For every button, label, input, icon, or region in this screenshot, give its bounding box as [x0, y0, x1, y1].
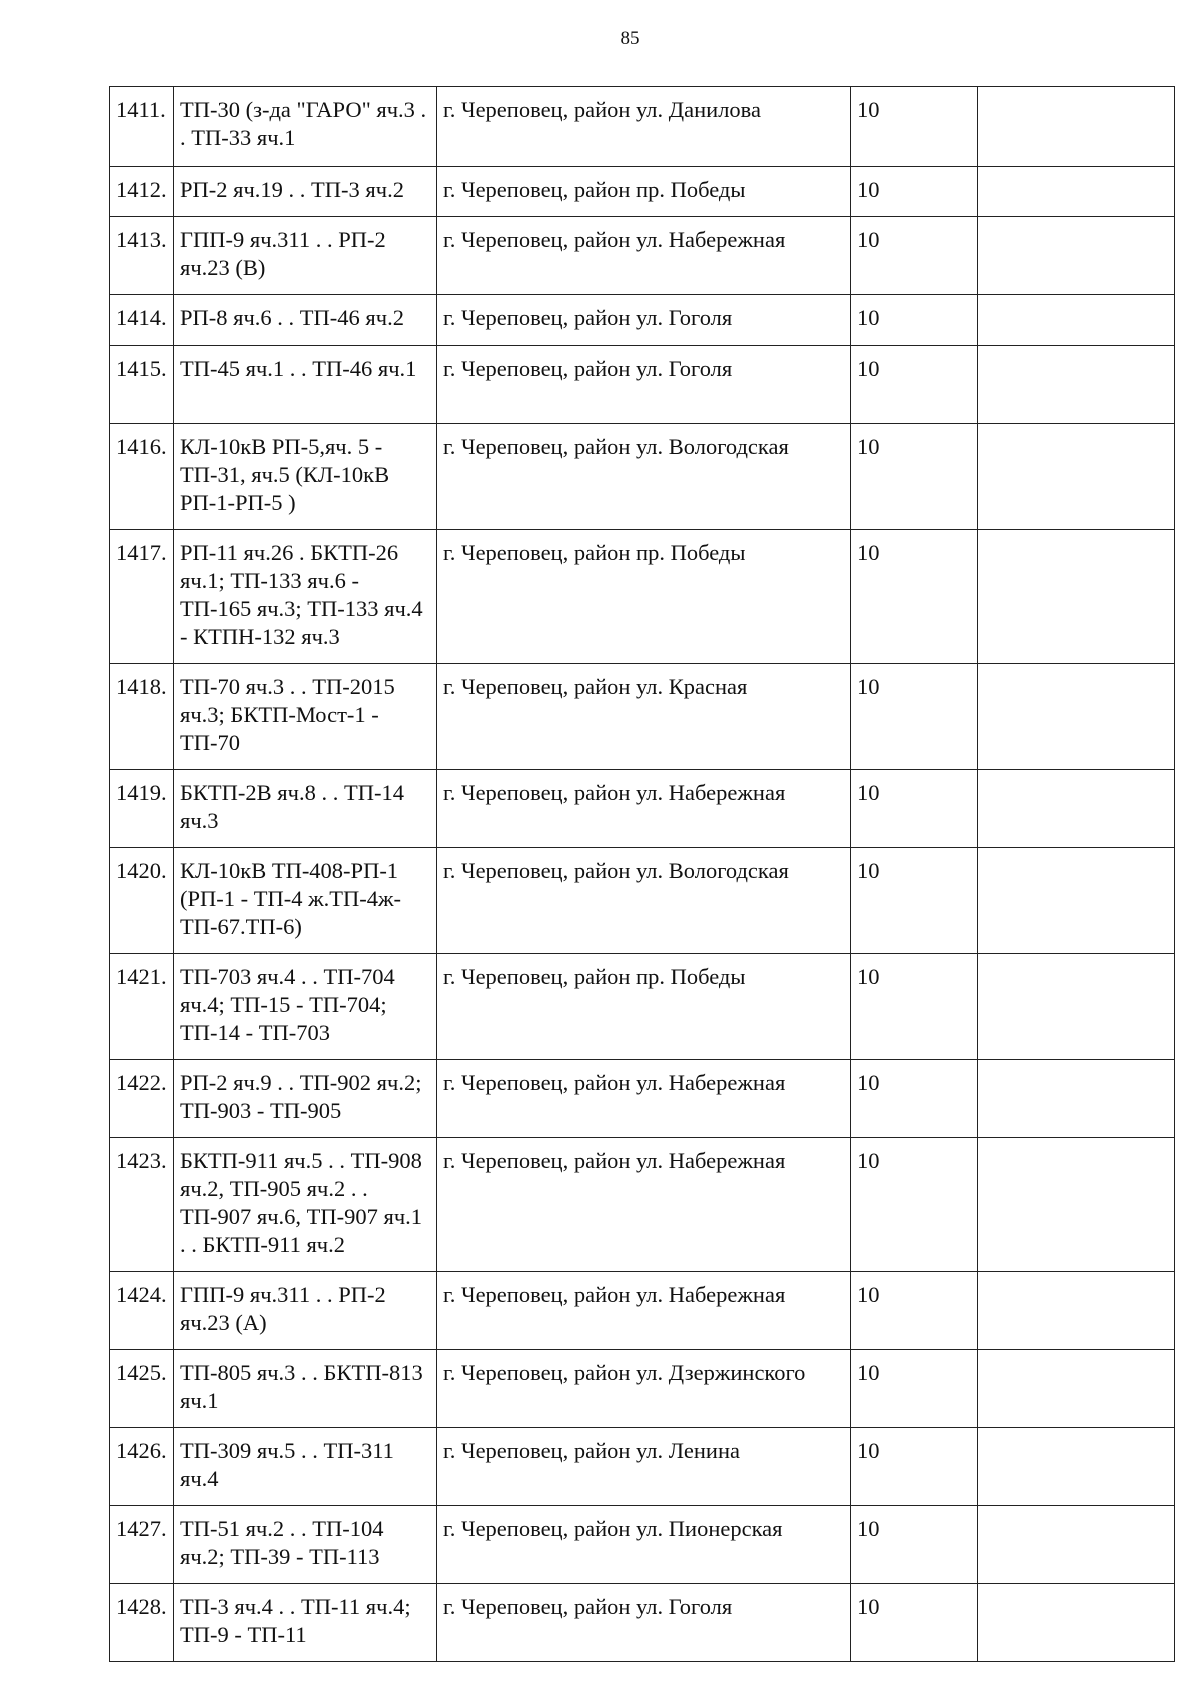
extra-cell — [978, 848, 1175, 954]
line-name-cell: РП-2 яч.9 . . ТП-902 яч.2; ТП-903 - ТП-905 — [174, 1060, 437, 1138]
address-cell: г. Череповец, район ул. Набережная — [437, 1272, 851, 1350]
table-row — [110, 848, 1175, 954]
line-name-cell: РП-2 яч.19 . . ТП-3 яч.2 — [174, 167, 437, 217]
voltage-cell: 10 — [851, 167, 978, 217]
row-number: 1420. — [110, 848, 174, 954]
table-row — [110, 217, 1175, 295]
page-number: 85 — [620, 28, 640, 49]
extra-cell — [978, 167, 1175, 217]
voltage-cell: 10 — [851, 217, 978, 295]
extra-cell — [978, 1428, 1175, 1506]
address-cell: г. Череповец, район ул. Пионерская — [437, 1506, 851, 1584]
row-number: 1411. — [110, 87, 174, 167]
line-name-cell: ТП-703 яч.4 . . ТП-704 яч.4; ТП-15 - ТП-704; ТП-14 - ТП-703 — [174, 954, 437, 1060]
address-cell: г. Череповец, район ул. Набережная — [437, 1138, 851, 1272]
line-name-cell: КЛ-10кВ ТП-408-РП-1 (РП-1 - ТП-4 ж.ТП-4ж-ТП-67.ТП-6) — [174, 848, 437, 954]
extra-cell — [978, 664, 1175, 770]
row-number: 1412. — [110, 167, 174, 217]
line-name-cell: РП-11 яч.26 . БКТП-26 яч.1; ТП-133 яч.6 - ТП-165 яч.3; ТП-133 яч.4 - КТПН-132 яч.3 — [174, 530, 437, 664]
address-cell: г. Череповец, район ул. Данилова — [437, 87, 851, 167]
line-name-cell: ГПП-9 яч.311 . . РП-2 яч.23 (В) — [174, 217, 437, 295]
address-cell: г. Череповец, район ул. Вологодская — [437, 848, 851, 954]
table-row — [110, 664, 1175, 770]
line-name-cell: ТП-805 яч.3 . . БКТП-813 яч.1 — [174, 1350, 437, 1428]
extra-cell — [978, 770, 1175, 848]
table-row — [110, 295, 1175, 346]
row-number: 1424. — [110, 1272, 174, 1350]
extra-cell — [978, 87, 1175, 167]
table-row — [110, 954, 1175, 1060]
extra-cell — [978, 217, 1175, 295]
voltage-cell: 10 — [851, 1428, 978, 1506]
table-row — [110, 1428, 1175, 1506]
voltage-cell: 10 — [851, 1584, 978, 1662]
table-row — [110, 1138, 1175, 1272]
row-number: 1418. — [110, 664, 174, 770]
registry-table — [109, 86, 1175, 1662]
voltage-cell: 10 — [851, 1272, 978, 1350]
line-name-cell: ТП-45 яч.1 . . ТП-46 яч.1 — [174, 346, 437, 424]
address-cell: г. Череповец, район пр. Победы — [437, 530, 851, 664]
table-row — [110, 530, 1175, 664]
address-cell: г. Череповец, район ул. Дзержинского — [437, 1350, 851, 1428]
address-cell: г. Череповец, район ул. Красная — [437, 664, 851, 770]
line-name-cell: ТП-51 яч.2 . . ТП-104 яч.2; ТП-39 - ТП-113 — [174, 1506, 437, 1584]
extra-cell — [978, 1506, 1175, 1584]
line-name-cell: ТП-30 (з-да "ГАРО" яч.3 . . ТП-33 яч.1 — [174, 87, 437, 167]
table-row — [110, 1350, 1175, 1428]
row-number: 1413. — [110, 217, 174, 295]
address-cell: г. Череповец, район ул. Вологодская — [437, 424, 851, 530]
row-number: 1421. — [110, 954, 174, 1060]
address-cell: г. Череповец, район ул. Гоголя — [437, 346, 851, 424]
row-number: 1414. — [110, 295, 174, 346]
extra-cell — [978, 424, 1175, 530]
voltage-cell: 10 — [851, 87, 978, 167]
address-cell: г. Череповец, район ул. Набережная — [437, 217, 851, 295]
extra-cell — [978, 346, 1175, 424]
address-cell: г. Череповец, район пр. Победы — [437, 167, 851, 217]
extra-cell — [978, 1584, 1175, 1662]
row-number: 1419. — [110, 770, 174, 848]
line-name-cell: ТП-3 яч.4 . . ТП-11 яч.4; ТП-9 - ТП-11 — [174, 1584, 437, 1662]
row-number: 1425. — [110, 1350, 174, 1428]
address-cell: г. Череповец, район пр. Победы — [437, 954, 851, 1060]
voltage-cell: 10 — [851, 1138, 978, 1272]
row-number: 1426. — [110, 1428, 174, 1506]
extra-cell — [978, 1060, 1175, 1138]
row-number: 1416. — [110, 424, 174, 530]
voltage-cell: 10 — [851, 1506, 978, 1584]
table-row — [110, 1584, 1175, 1662]
line-name-cell: БКТП-911 яч.5 . . ТП-908 яч.2, ТП-905 яч.2 . . ТП-907 яч.6, ТП-907 яч.1 . . БКТП-911 яч.2 — [174, 1138, 437, 1272]
extra-cell — [978, 1138, 1175, 1272]
table-row — [110, 1506, 1175, 1584]
voltage-cell: 10 — [851, 848, 978, 954]
table-row — [110, 1060, 1175, 1138]
address-cell: г. Череповец, район ул. Ленина — [437, 1428, 851, 1506]
row-number: 1423. — [110, 1138, 174, 1272]
voltage-cell: 10 — [851, 954, 978, 1060]
table-row — [110, 424, 1175, 530]
address-cell: г. Череповец, район ул. Гоголя — [437, 295, 851, 346]
line-name-cell: ТП-70 яч.3 . . ТП-2015 яч.3; БКТП-Мост-1 - ТП-70 — [174, 664, 437, 770]
row-number: 1415. — [110, 346, 174, 424]
row-number: 1422. — [110, 1060, 174, 1138]
table-row — [110, 346, 1175, 424]
line-name-cell: РП-8 яч.6 . . ТП-46 яч.2 — [174, 295, 437, 346]
table-row — [110, 770, 1175, 848]
extra-cell — [978, 295, 1175, 346]
voltage-cell: 10 — [851, 530, 978, 664]
extra-cell — [978, 1272, 1175, 1350]
voltage-cell: 10 — [851, 424, 978, 530]
row-number: 1427. — [110, 1506, 174, 1584]
table-row — [110, 87, 1175, 167]
line-name-cell: КЛ-10кВ РП-5,яч. 5 - ТП-31, яч.5 (КЛ-10кВ РП-1-РП-5 ) — [174, 424, 437, 530]
voltage-cell: 10 — [851, 1350, 978, 1428]
row-number: 1428. — [110, 1584, 174, 1662]
voltage-cell: 10 — [851, 664, 978, 770]
voltage-cell: 10 — [851, 295, 978, 346]
extra-cell — [978, 530, 1175, 664]
extra-cell — [978, 1350, 1175, 1428]
line-name-cell: БКТП-2В яч.8 . . ТП-14 яч.3 — [174, 770, 437, 848]
extra-cell — [978, 954, 1175, 1060]
line-name-cell: ТП-309 яч.5 . . ТП-311 яч.4 — [174, 1428, 437, 1506]
row-number: 1417. — [110, 530, 174, 664]
address-cell: г. Череповец, район ул. Набережная — [437, 1060, 851, 1138]
table-row — [110, 1272, 1175, 1350]
registry-table-body — [110, 87, 1175, 1662]
voltage-cell: 10 — [851, 1060, 978, 1138]
voltage-cell: 10 — [851, 770, 978, 848]
line-name-cell: ГПП-9 яч.311 . . РП-2 яч.23 (А) — [174, 1272, 437, 1350]
voltage-cell: 10 — [851, 346, 978, 424]
address-cell: г. Череповец, район ул. Гоголя — [437, 1584, 851, 1662]
table-row — [110, 167, 1175, 217]
address-cell: г. Череповец, район ул. Набережная — [437, 770, 851, 848]
